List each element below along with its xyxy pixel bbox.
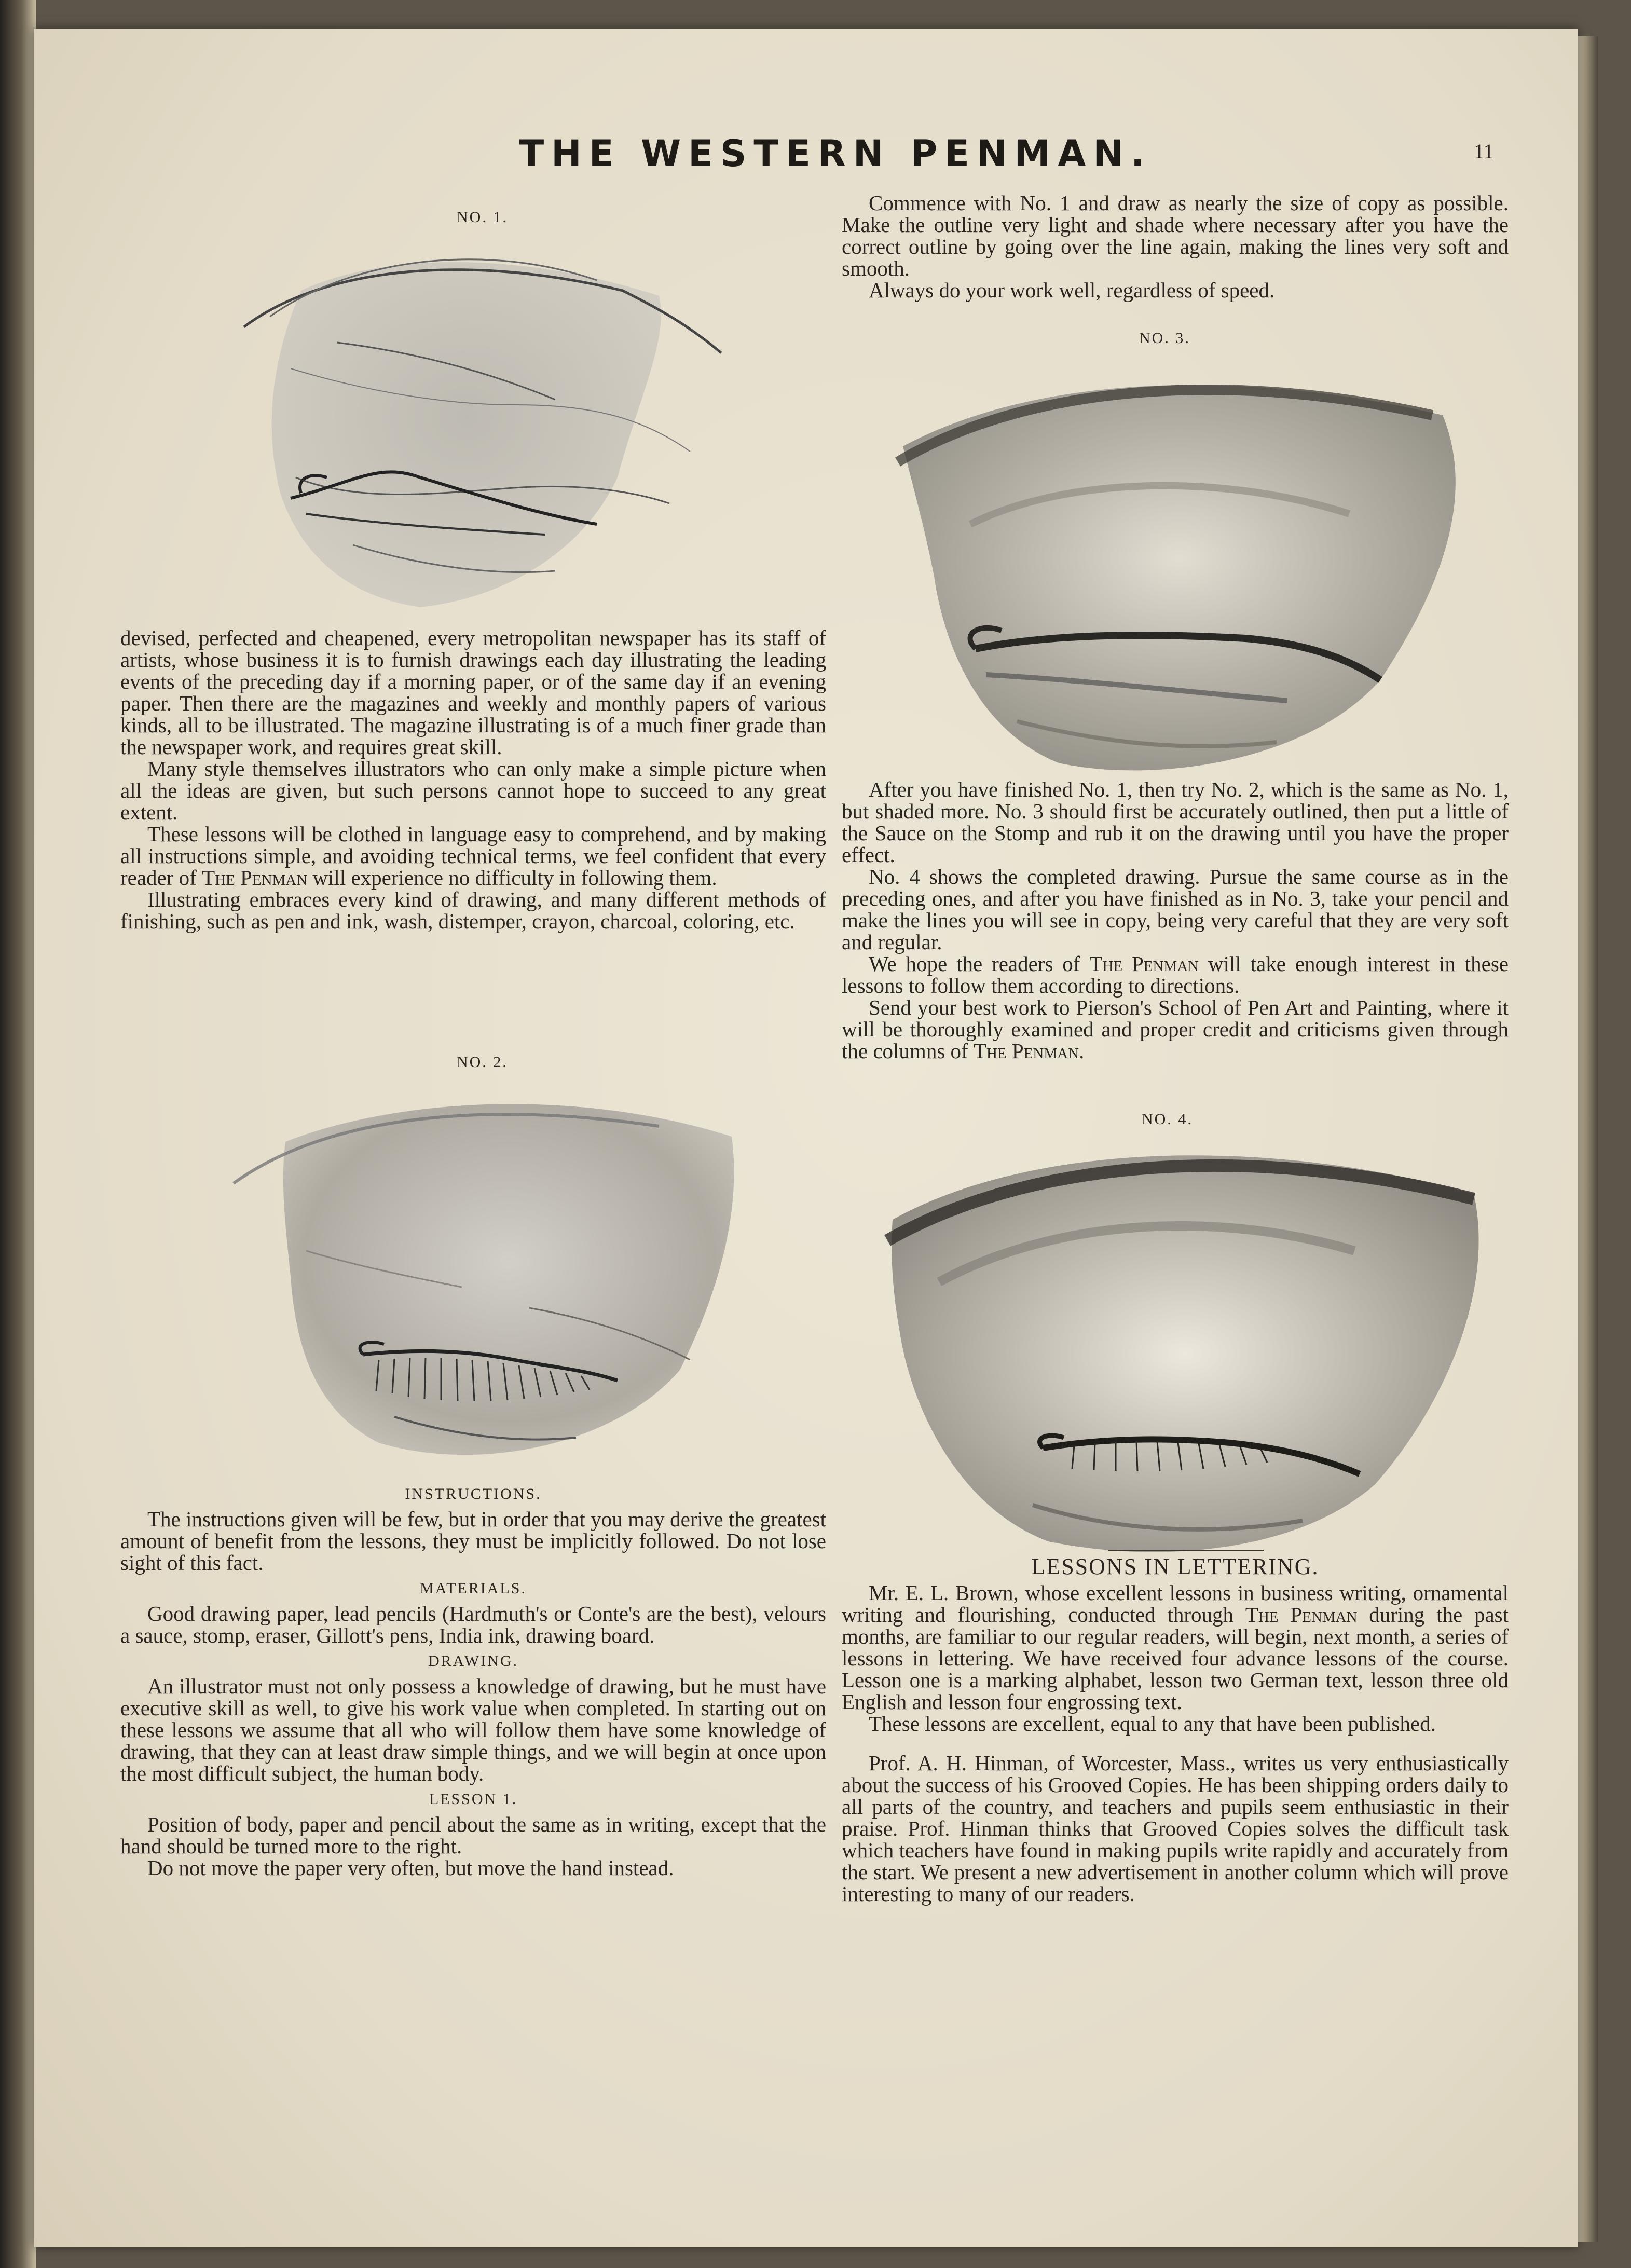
materials-heading: MATERIALS. (420, 1580, 527, 1597)
figure-label-no4: NO. 4. (1142, 1111, 1193, 1128)
figure-label-no3: NO. 3. (1139, 330, 1190, 347)
adjacent-page-edge (1578, 36, 1598, 2242)
lesson-paragraph-2: Do not move the paper very often, but move the hand instead. (147, 1856, 674, 1880)
eye-drawing-no1 (223, 234, 732, 618)
eye-drawing-no3 (882, 358, 1495, 784)
right-column-lettering (842, 1553, 1509, 1905)
eye-drawing-no2 (223, 1080, 768, 1474)
left-column-instructions (120, 1479, 826, 1879)
right-paragraph-4: No. 4 shows the completed drawing. Pursue the same course as in the preceding ones, and after you have finished as in No. 3, take your pencil and make the lines you will see in copy, being very careful that they are very soft and regular. (842, 865, 1509, 954)
lettering-paragraph-1: Mr. E. L. Brown, whose excellent lessons in business writing, ornamental writing and flourishing, conducted through The Penman during the past months, are familiar to our regular readers, will begin, next month, a series of lessons in lettering. We have received four advance lessons of the course. Lesson one is a marking alphabet, lesson two German text, lesson three old English and lesson four engrossing text. (842, 1581, 1509, 1714)
materials-paragraph: Good drawing paper, lead pencils (Hardmuth's or Conte's are the best), velours a sauce, stomp, eraser, Gillott's pens, India ink, drawing board. (120, 1602, 826, 1647)
drawing-paragraph: An illustrator must not only possess a knowledge of drawing, but he must have executive skill as well, to give his work value when completed. In starting out on these lessons we assume that all who will follow them have some knowledge of drawing, that they can at least draw simple things, and we will begin at once upon the most difficult subject, the human body. (120, 1674, 826, 1785)
right-paragraph-6: Send your best work to Pierson's School of Pen Art and Painting, where it will be thoroughly examined and proper credit and criticisms given through the columns of The Penman. (842, 995, 1509, 1063)
intro-paragraph-1: devised, perfected and cheapened, every metropolitan newspaper has its staff of artists, whose business it is to furnish drawings each day illustrating the leading events of the preceding day if a morning paper, or of the same day if an evening paper. Then there are the magazines and weekly and monthly papers of various kinds, all to be illustrated. The magazine illustrating is of a much finer grade than the newspaper work, and requires great skill. (120, 626, 826, 759)
lettering-paragraph-2: These lessons are excellent, equal to any that have been published. (869, 1712, 1436, 1736)
instructions-heading: INSTRUCTIONS. (405, 1485, 542, 1502)
figure-label-no2: NO. 2. (457, 1054, 508, 1071)
lesson-heading: LESSON 1. (429, 1791, 518, 1808)
section-divider (1108, 1550, 1264, 1551)
right-column-middle (842, 778, 1509, 1062)
intro-paragraph-4: Illustrating embraces every kind of drawing, and many different methods of finishing, such as pen and ink, wash, distemper, crayon, charcoal, coloring, etc. (120, 887, 826, 933)
lesson-paragraph-1: Position of body, paper and pencil about the same as in writing, except that the hand should be turned more to the right. (120, 1812, 826, 1858)
intro-paragraph-3: These lessons will be clothed in language easy to comprehend, and by making all instructions simple, and avoiding technical terms, we feel confident that every reader of The Penman will experience no difficulty in following them. (120, 822, 826, 890)
right-column-top (842, 192, 1509, 301)
right-paragraph-3: After you have finished No. 1, then try No. 2, which is the same as No. 1, but shaded more. No. 3 should first be accurately outlined, then put a little of the Sauce on the Stomp and rub it on the drawing until you have the proper effect. (842, 777, 1509, 867)
hinman-paragraph: Prof. A. H. Hinman, of Worcester, Mass., writes us very enthusiastically about the success of his Grooved Copies. He has been shipping orders daily to all parts of the country, and teachers and pupils seem enthusiastic in their praise. Prof. Hinman thinks that Grooved Copies solves the difficult task which teachers have found in making pupils write rapidly and accurately from the start. We present a new advertisement in another column which will prove interesting to many of our readers. (842, 1751, 1509, 1906)
binding-spine (0, 0, 36, 2268)
instructions-paragraph: The instructions given will be few, but in order that you may derive the greatest amount of benefit from the lessons, they must be implicitly followed. Do not lose sight of this fact. (120, 1507, 826, 1575)
figure-label-no1: NO. 1. (457, 209, 508, 226)
left-column-intro (120, 627, 826, 932)
page-number: 11 (1474, 140, 1494, 163)
lettering-heading: LESSONS IN LETTERING. (1031, 1554, 1319, 1579)
right-paragraph-5: We hope the readers of The Penman will take enough interest in these lessons to follow them according to directions. (842, 952, 1509, 998)
masthead-title: THE WESTERN PENMAN. (519, 132, 1152, 175)
eye-drawing-no4 (877, 1131, 1500, 1562)
drawing-heading: DRAWING. (428, 1652, 519, 1670)
right-paragraph-2: Always do your work well, regardless of speed. (869, 278, 1275, 302)
right-paragraph-1: Commence with No. 1 and draw as nearly the size of copy as possible. Make the outline very light and shade where necessary after you have the correct outline by going over the line again, making the lines very soft and smooth. (842, 191, 1509, 280)
intro-paragraph-2: Many style themselves illustrators who can only make a simple picture when all the ideas are given, but such persons cannot hope to succeed to any great extent. (120, 757, 826, 824)
